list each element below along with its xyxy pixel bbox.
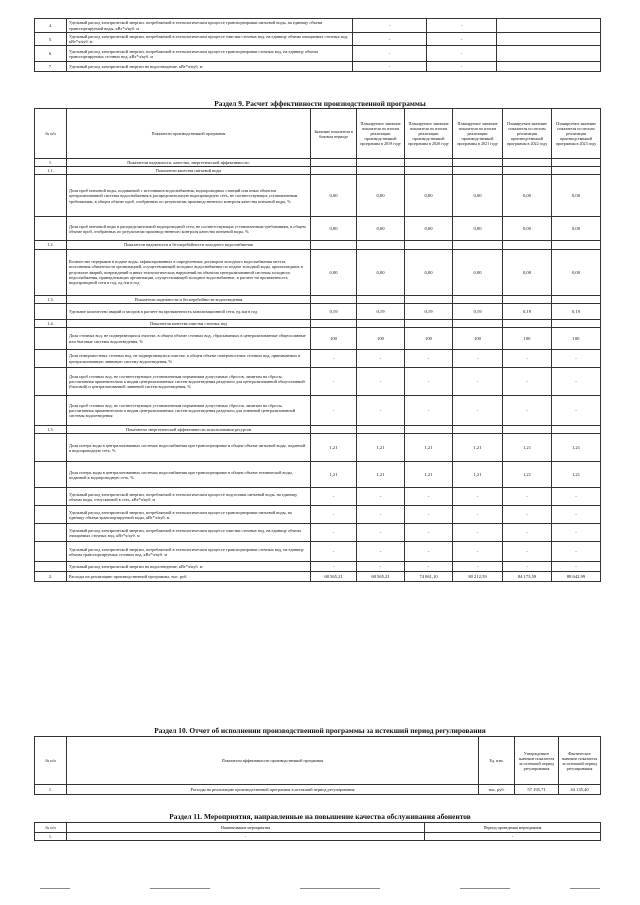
indicator-name: Удельный расход электрической энергии, потребляемой в технологическом процессе очистки сточных вод, на единицу объема очищаемых сточных вод, кВт*ч/куб. м (67, 524, 311, 542)
top-row (35, 62, 601, 72)
row-num: 2. (35, 572, 67, 582)
empty-cell (405, 167, 453, 175)
indicator-value: 1,21 (453, 434, 503, 462)
indicator-name: Доля потерь воды в централизованных системах водоснабжения при транспортировке в общем объеме технической воды, поданной в водопроводную сеть, % (67, 462, 311, 488)
indicator-name: Количество перерывов в подаче воды, зафиксированных в определенных договором холодного водоснабжения местах исполнения обязательств организацией, осуществляющей холодное водоснабжение по подаче холодной воды, произошедших в результате аварий, повреждений и иных технологических нарушений на объектах централизованной системы холодного водоснабжения, принадлежащих организации, осуществляющей холодное водоснабжение, в расчете на протяженность водопроводной сети в год, ед./км в год (67, 249, 311, 295)
indicator-value: - (503, 350, 552, 368)
empty-cell (311, 159, 357, 167)
indicator-name: Доля проб питьевой воды, подаваемой с источников водоснабжения, водопроводных станций или иных объектов централизованной системы водоснабжения в распределительную водопроводную сеть, не соответствующих установленным требованиям, в общем объеме проб, отобранных по результатам производственного контроля качества питьевой воды, % (67, 175, 311, 217)
indicator-value: 0,19 (453, 303, 503, 319)
indicator-value: 0,00 (503, 217, 552, 241)
indicator-value: - (552, 396, 601, 426)
table-row (35, 488, 601, 506)
indicator-value: - (357, 562, 405, 572)
indicator-value: - (311, 506, 357, 524)
section10-title: Раздел 10. Отчет об исполнении производственной программы за истекший период регулирования (154, 726, 486, 735)
indicator-name: Удельный расход электрической энергии на водоотведение, кВт*ч/куб. м (67, 562, 311, 572)
row-num (35, 303, 67, 319)
indicator-value: 68 565,21 (357, 572, 405, 582)
indicator-name: Удельный расход электрической энергии, потребляемой в технологическом процессе транспортировки питьевой воды, на единицу объема транспортируемой воды, кВт*ч/куб. м (67, 506, 311, 524)
indicator-value: 1,21 (453, 462, 503, 488)
efficiency-table-header (35, 109, 601, 159)
top-row (35, 33, 601, 46)
report-header-num: № п/п (35, 737, 67, 785)
indicator-value: - (453, 562, 503, 572)
row-num (35, 488, 67, 506)
indicator-value: - (311, 524, 357, 542)
empty-cell (503, 241, 552, 249)
row-num (35, 217, 67, 241)
indicator-value: 0,00 (453, 217, 503, 241)
indicator-value: - (311, 350, 357, 368)
section9-title: Раздел 9. Расчет эффективности производственной программы (214, 99, 426, 108)
row-num (35, 434, 67, 462)
indicator-value: - (453, 542, 503, 562)
empty-cell (552, 426, 601, 434)
indicator-value: 0,00 (552, 217, 601, 241)
indicator-value: - (453, 396, 503, 426)
row-text: Удельный расход электрической энергии на водоотведение, кВт*ч/куб. м (67, 62, 353, 72)
indicator-value: - (311, 396, 357, 426)
row-value-empty (497, 33, 601, 46)
report-header-approved: Утвержденное значение показателя за истекший период регулирования (515, 737, 559, 785)
row-value: - (353, 46, 427, 62)
empty-cell (552, 159, 601, 167)
indicator-value: - (405, 488, 453, 506)
row-num (35, 506, 67, 524)
indicator-value: - (503, 562, 552, 572)
row-num (35, 249, 67, 295)
indicator-value: 100 (357, 328, 405, 350)
empty-cell (552, 167, 601, 175)
indicator-value: 1,21 (552, 462, 601, 488)
table-row (35, 562, 601, 572)
indicator-value: - (503, 542, 552, 562)
indicator-value: 1,21 (405, 462, 453, 488)
empty-cell (357, 319, 405, 327)
indicator-value: 0,00 (405, 249, 453, 295)
indicator-value: - (552, 506, 601, 524)
activity-name: - (67, 833, 425, 841)
indicator-value: 0,19 (311, 303, 357, 319)
header-num: № п/п (35, 109, 67, 159)
table-row (35, 249, 601, 295)
indicator-value: - (405, 368, 453, 396)
indicator-name: Доля сточных вод, не подвергающихся очистке, в общем объеме сточных вод, сбрасываемых в централизованные общесплавные или бытовые системы водоотведения, % (67, 328, 311, 350)
activities-table-header (35, 823, 601, 833)
section-label: Показатели надежности и бесперебойности холодного водоснабжения (67, 241, 311, 249)
row-text: Удельный расход электрической энергии, потребляемой в технологическом процессе очистки сточных вод, на единицу объема очищаемых сточных вод, кВт*ч/куб. м (67, 33, 353, 46)
row-value: - (353, 19, 427, 33)
indicator-value: 1,21 (503, 462, 552, 488)
indicator-value: 0,00 (357, 175, 405, 217)
empty-cell (357, 295, 405, 303)
row-num: 1. (35, 833, 67, 841)
indicator-value: 0,00 (311, 249, 357, 295)
empty-cell (503, 426, 552, 434)
unit: тыс. руб. (479, 785, 515, 795)
indicator-name: Доля проб сточных вод, не соответствующих установленным нормативам допустимых сбросов, лимитам на сбросы, рассчитанная применительно к видам централизованных систем водоотведения раздельно для ливневой централизованной системы водоотведения (67, 396, 311, 426)
empty-cell (311, 426, 357, 434)
header-2021: Планируемое значение показателя по итогам реализации производственной программы в 2021 году (453, 109, 503, 159)
table-row (35, 524, 601, 542)
efficiency-table (34, 108, 601, 582)
indicator-value: - (552, 350, 601, 368)
header-2022: Планируемое значение показателя по итогам реализации производственной программы в 2022 году (503, 109, 552, 159)
activities-header-period: Период проведения мероприятия (425, 823, 601, 833)
indicator-value: 100 (453, 328, 503, 350)
empty-cell (552, 295, 601, 303)
indicator-value: 1,21 (311, 434, 357, 462)
row-num: 1.4. (35, 319, 67, 327)
empty-cell (453, 319, 503, 327)
row-num: 1. (35, 785, 67, 795)
empty-cell (453, 241, 503, 249)
table-row (35, 396, 601, 426)
section-row (35, 426, 601, 434)
row-num (35, 562, 67, 572)
row-num (35, 542, 67, 562)
indicator-value: 0,00 (552, 175, 601, 217)
empty-cell (357, 241, 405, 249)
row-text: Удельный расход электрической энергии, потребляемой в технологическом процессе транспортировки сточных вод, на единицу объема транспортируемых сточных вод, кВт*ч/куб. м (67, 46, 353, 62)
row-num (35, 368, 67, 396)
indicator-value: - (311, 368, 357, 396)
row-value-empty (497, 62, 601, 72)
row-num (35, 396, 67, 426)
indicator-value: - (357, 368, 405, 396)
empty-cell (357, 167, 405, 175)
indicator-value: 88 642,99 (552, 572, 601, 582)
row-num: 4. (35, 19, 67, 33)
indicator-value: - (405, 350, 453, 368)
indicator-value: 1,21 (357, 434, 405, 462)
indicator-name: Расходы на реализацию производственной программы, тыс. руб. (67, 572, 311, 582)
row-num: 1. (35, 159, 67, 167)
activity-period: - (425, 833, 601, 841)
table-row (35, 368, 601, 396)
row-num: 5. (35, 33, 67, 46)
indicator-value: - (357, 524, 405, 542)
row-num: 6. (35, 46, 67, 62)
indicator-value: - (357, 506, 405, 524)
indicator-name: Удельное количество аварий и засоров в расчете на протяженность канализационной сети, ед./км в год (67, 303, 311, 319)
indicator-value: - (503, 524, 552, 542)
empty-cell (405, 241, 453, 249)
indicator-value: - (453, 524, 503, 542)
indicator-value: - (405, 506, 453, 524)
indicator-value: 0,00 (405, 217, 453, 241)
indicator-value: 0,00 (311, 175, 357, 217)
row-value: - (353, 62, 427, 72)
indicator-value: - (453, 350, 503, 368)
indicator-value: - (453, 488, 503, 506)
indicator-name: Расходы на реализацию производственной программы в истекший период регулирования (67, 785, 479, 795)
row-num: 1.2. (35, 241, 67, 249)
indicator-value: 100 (552, 328, 601, 350)
empty-cell (453, 159, 503, 167)
row-num (35, 328, 67, 350)
indicator-value: 0,19 (357, 303, 405, 319)
header-2020: Планируемое значение показателя по итогам реализации производственной программы в 2020 году (405, 109, 453, 159)
indicator-name: Удельный расход электрической энергии, потребляемой в технологическом процессе транспортировки сточных вод, на единицу объема транспортируемых сточных вод, кВт*ч/куб. м (67, 542, 311, 562)
indicator-value: 0,00 (405, 175, 453, 217)
table-row (35, 542, 601, 562)
indicator-value: - (405, 396, 453, 426)
indicator-value: 68 565,21 (311, 572, 357, 582)
indicator-value: - (453, 368, 503, 396)
indicator-value: 1,21 (552, 434, 601, 462)
table-row (35, 785, 601, 795)
table-row (35, 833, 601, 841)
indicator-value: - (552, 562, 601, 572)
activities-header-num: № п/п (35, 823, 67, 833)
row-num: 1.1. (35, 167, 67, 175)
top-row (35, 19, 601, 33)
indicator-value: - (503, 488, 552, 506)
indicator-value: 0,00 (453, 249, 503, 295)
empty-cell (453, 167, 503, 175)
table-row (35, 350, 601, 368)
indicator-name: Доля проб питьевой воды в распределительной водопроводной сети, не соответствующих установленным требованиям, в общем объеме проб, отобранных по результатам производственного контроля качества питьевой воды, % (67, 217, 311, 241)
empty-cell (503, 167, 552, 175)
indicator-value: 100 (405, 328, 453, 350)
indicator-value: 100 (503, 328, 552, 350)
report-table-header (35, 737, 601, 785)
empty-cell (453, 426, 503, 434)
empty-cell (405, 319, 453, 327)
indicator-value: 0,00 (357, 217, 405, 241)
indicator-value: - (552, 524, 601, 542)
row-num: 1.5. (35, 426, 67, 434)
section-label: Показатели надежности, качества, энергетической эффективности: (67, 159, 311, 167)
empty-cell (503, 159, 552, 167)
indicator-value: - (357, 542, 405, 562)
table-row (35, 434, 601, 462)
table-row (35, 175, 601, 217)
row-value-empty (497, 19, 601, 33)
approved-value: 57 195,71 (515, 785, 559, 795)
indicator-value: 0,19 (503, 303, 552, 319)
empty-cell (552, 241, 601, 249)
indicator-value: 1,21 (503, 434, 552, 462)
row-num (35, 462, 67, 488)
empty-cell (405, 426, 453, 434)
indicator-value: - (405, 542, 453, 562)
section-row (35, 159, 601, 167)
empty-cell (357, 159, 405, 167)
indicator-value: 0,00 (453, 175, 503, 217)
empty-cell (405, 295, 453, 303)
header-base: Значение показателя в базовом периоде (311, 109, 357, 159)
indicator-value: - (405, 524, 453, 542)
indicator-value: 1,21 (357, 462, 405, 488)
indicator-value: 0,19 (405, 303, 453, 319)
indicator-value: 0,00 (503, 175, 552, 217)
indicator-value: - (311, 488, 357, 506)
indicator-value: 1,21 (311, 462, 357, 488)
empty-cell (552, 319, 601, 327)
indicator-value: - (357, 350, 405, 368)
row-num: 7. (35, 62, 67, 72)
indicator-name: Доля проб сточных вод, не соответствующих установленным нормативам допустимых сбросов, лимитам на сбросы, рассчитанная применительно к видам централизованных систем водоотведения раздельно для централизованной общесплавной (бытовой) и централизованной ливневой систем водоотведения, % (67, 368, 311, 396)
empty-cell (311, 319, 357, 327)
row-value: - (427, 33, 497, 46)
indicator-value: 80 212,59 (453, 572, 503, 582)
row-text: Удельный расход электрической энергии, потребляемой в технологическом процессе транспортировки питьевой воды, на единицу объема транспортируемой воды, кВт*ч/куб. м (67, 19, 353, 33)
scan-artifacts (0, 888, 640, 898)
header-2019: Планируемое значение показателя по итогам реализации производственной программы в 2019 году (357, 109, 405, 159)
indicator-value: - (453, 506, 503, 524)
row-num (35, 350, 67, 368)
indicator-value: - (357, 396, 405, 426)
table-row (35, 462, 601, 488)
row-value: - (427, 46, 497, 62)
indicator-value: - (552, 488, 601, 506)
indicator-value: - (552, 542, 601, 562)
top-row (35, 46, 601, 62)
section-row (35, 319, 601, 327)
empty-cell (453, 295, 503, 303)
table-row (35, 217, 601, 241)
indicator-value: - (357, 488, 405, 506)
indicator-value: 0,00 (357, 249, 405, 295)
row-value: - (427, 19, 497, 33)
indicator-value: - (311, 542, 357, 562)
indicator-value: 84 173,59 (503, 572, 552, 582)
activities-table (34, 822, 601, 841)
empty-cell (311, 241, 357, 249)
indicator-value: 0,00 (552, 249, 601, 295)
report-header-unit: Ед. изм. (479, 737, 515, 785)
indicator-value: - (311, 562, 357, 572)
empty-cell (311, 295, 357, 303)
table-row (35, 506, 601, 524)
indicator-name: Доля поверхностных сточных вод, не подвергающихся очистке, в общем объеме поверхностных сточных вод, принимаемых в централизованную ливневую систему водоотведения, % (67, 350, 311, 368)
row-num (35, 175, 67, 217)
activities-header-name: Наименование мероприятия (67, 823, 425, 833)
empty-cell (503, 295, 552, 303)
actual-value: 44 135,40 (559, 785, 601, 795)
table-row (35, 328, 601, 350)
row-num (35, 524, 67, 542)
indicator-value: - (503, 368, 552, 396)
indicator-value: - (405, 562, 453, 572)
empty-cell (357, 426, 405, 434)
indicator-name: Доля потерь воды в централизованных системах водоснабжения при транспортировке в общем объеме питьевой воды, поданной в водопроводную сеть, % (67, 434, 311, 462)
section-label: Показатели надежности и бесперебойности водоотведения (67, 295, 311, 303)
row-value-empty (497, 46, 601, 62)
row-value: - (427, 62, 497, 72)
indicator-name: Удельный расход электрической энергии, потребляемой в технологическом процессе подготовки питьевой воды, на единицу объема воды, отпускаемой в сеть, кВт*ч/куб. м (67, 488, 311, 506)
section-row (35, 167, 601, 175)
header-2023: Планируемое значение показателя по итогам реализации производственной программы в 2023 году (552, 109, 601, 159)
indicator-value: - (552, 368, 601, 396)
indicator-value: 74 061,10 (405, 572, 453, 582)
section-label: Показатели энергетической эффективности использования ресурсов (67, 426, 311, 434)
report-table (34, 736, 601, 795)
indicator-value: 0,00 (503, 249, 552, 295)
table-row (35, 572, 601, 582)
section-row (35, 241, 601, 249)
section11-title: Раздел 11. Мероприятия, направленные на повышение качества обслуживания абонентов (169, 812, 471, 821)
section-row (35, 295, 601, 303)
indicator-value: 100 (311, 328, 357, 350)
empty-cell (311, 167, 357, 175)
top-continuation-table (34, 18, 601, 72)
indicator-value: 0,19 (552, 303, 601, 319)
row-value: - (353, 33, 427, 46)
indicator-value: - (503, 396, 552, 426)
empty-cell (405, 159, 453, 167)
indicator-value: - (503, 506, 552, 524)
empty-cell (503, 319, 552, 327)
section-label: Показатели качества питьевой воды (67, 167, 311, 175)
header-name: Показатели производственной программы (67, 109, 311, 159)
report-header-actual: Фактическое значение показателя за истекший период регулирования (559, 737, 601, 785)
indicator-value: 1,21 (405, 434, 453, 462)
row-num: 1.3. (35, 295, 67, 303)
indicator-value: 0,00 (311, 217, 357, 241)
section-label: Показатели качества очистки сточных вод (67, 319, 311, 327)
table-row (35, 303, 601, 319)
report-header-name: Показатели эффективности производственной программы (67, 737, 479, 785)
